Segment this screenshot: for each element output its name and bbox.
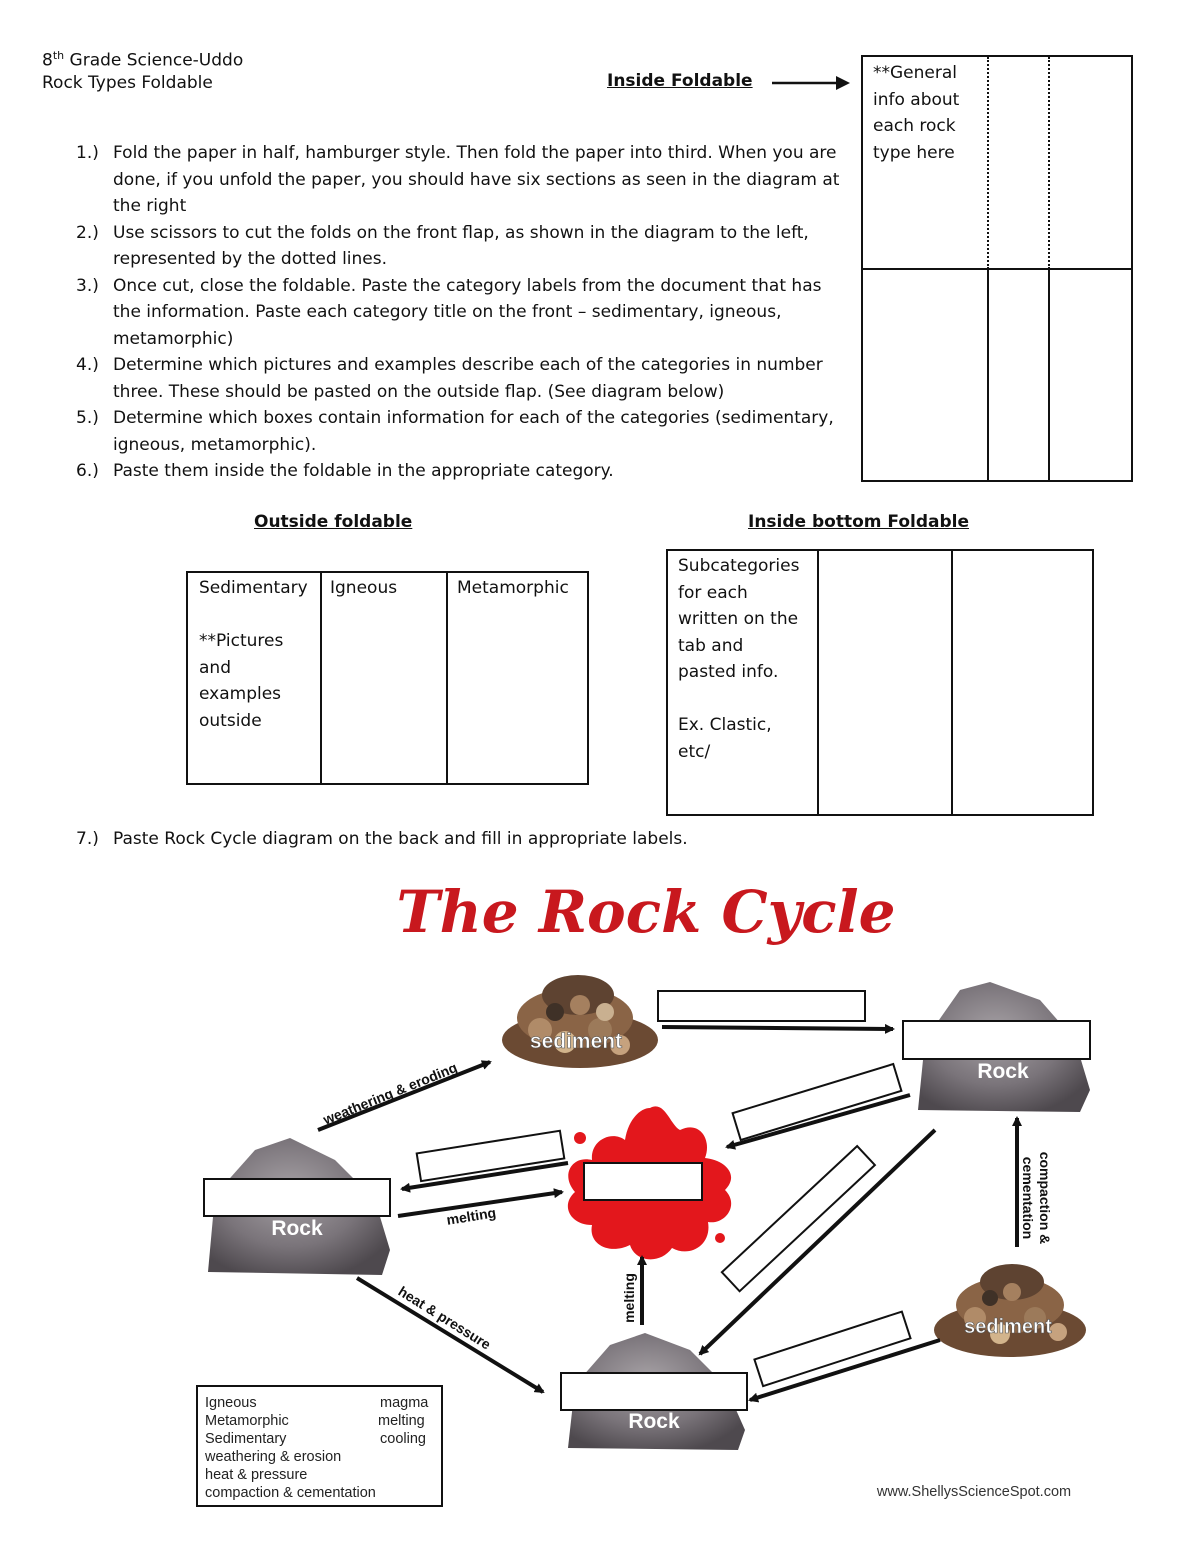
subcategories-note: Subcategories for each written on the tab and pasted info. Ex. Clastic, etc/ <box>678 556 800 762</box>
word-bank-item: magma <box>380 1395 429 1411</box>
instruction-list <box>70 140 850 485</box>
word-bank-item: compaction & cementation <box>205 1485 376 1501</box>
page-title: Rock Types Foldable <box>42 73 213 93</box>
instruction-step: 1.) Fold the paper in half, hamburger style. Then fold the paper into third. When you are done, if you unfold the paper, you should have six sections as seen in the diagram at the right <box>76 143 840 216</box>
word-bank-item: Metamorphic <box>205 1413 289 1429</box>
fold-line <box>987 268 989 480</box>
sediment-label-top: sediment <box>529 1030 623 1053</box>
rock-label: Rock <box>977 1060 1029 1083</box>
sediment-pile-bottom <box>934 1264 1086 1357</box>
word-bank-item: weathering & erosion <box>205 1449 342 1465</box>
rock-top-right <box>903 982 1090 1112</box>
word-bank-item: melting <box>378 1413 425 1429</box>
general-info-note: **General info about each rock type here <box>873 63 960 163</box>
pointer-arrow <box>770 72 852 94</box>
grade-superscript: th <box>52 49 65 62</box>
sediment-pile-top <box>502 975 658 1068</box>
word-bank <box>197 1386 442 1506</box>
word-bank-item: Sedimentary <box>205 1431 287 1447</box>
word-bank-item: heat & pressure <box>205 1467 308 1483</box>
grade-number: 8 <box>42 50 53 71</box>
weathering-label: weathering & eroding <box>320 1059 460 1128</box>
instruction-step: 3.) Once cut, close the foldable. Paste the category labels from the document that has the information. Paste each category title on the front – sedimentary, igneous, metamorphic) <box>76 275 822 349</box>
cut-line <box>987 57 989 269</box>
label-blank-box[interactable] <box>584 1163 702 1200</box>
fold-line <box>1048 268 1050 480</box>
inside-bottom-heading: Inside bottom Foldable <box>748 512 969 532</box>
instruction-step: 4.) Determine which pictures and examples describe each of the categories in number three. These should be pasted on the outside flap. (See diagram below) <box>76 355 823 402</box>
label-blank-box[interactable] <box>903 1021 1090 1059</box>
igneous-cell: Igneous <box>330 578 398 598</box>
arrow-label-box[interactable] <box>658 991 865 1021</box>
word-bank-item: cooling <box>380 1431 426 1447</box>
magma-splat <box>568 1106 731 1259</box>
arrow-label-box[interactable] <box>733 1064 902 1140</box>
inside-foldable-diagram <box>861 55 1133 482</box>
label-blank-box[interactable] <box>204 1179 390 1216</box>
cut-line <box>1048 57 1050 269</box>
instruction-step: 5.) Determine which boxes contain information for each of the categories (sedimentary, igneous, metamorphic). <box>76 408 834 455</box>
course-name: Grade Science-Uddo <box>69 50 244 71</box>
heat-pressure-label: heat & pressure <box>395 1282 494 1353</box>
rock-cycle-title: The Rock Cycle <box>396 878 896 946</box>
compaction-label-line1: compaction & <box>1037 1151 1053 1245</box>
inside-bottom-table <box>666 549 1094 816</box>
melting-label: melting <box>445 1204 498 1228</box>
compaction-label-line2: cementation <box>1020 1156 1036 1240</box>
label-blank-box[interactable] <box>561 1373 747 1410</box>
credit-text: www.ShellysScienceSpot.com <box>876 1484 1072 1500</box>
word-bank-item: Igneous <box>205 1395 257 1411</box>
sedimentary-cell: Sedimentary **Pictures and examples outside <box>199 578 308 731</box>
instruction-step: 2.) Use scissors to cut the folds on the front flap, as shown in the diagram to the left, represented by the dotted lines. <box>76 222 809 269</box>
outside-foldable-heading: Outside foldable <box>254 512 413 532</box>
melting-vertical-label: melting <box>621 1273 637 1323</box>
rock-bottom <box>561 1333 747 1450</box>
sediment-label-bottom: sediment <box>964 1316 1052 1338</box>
fold-line <box>863 268 1131 270</box>
inside-foldable-label: Inside Foldable <box>607 71 753 91</box>
rock-label: Rock <box>271 1217 323 1240</box>
rock-label: Rock <box>628 1410 680 1433</box>
metamorphic-cell: Metamorphic <box>457 578 569 598</box>
arrow-label-box[interactable] <box>722 1146 875 1291</box>
outside-foldable-table <box>186 571 589 785</box>
rock-left <box>204 1138 390 1275</box>
instruction-step: 6.) Paste them inside the foldable in the appropriate category. <box>76 461 614 481</box>
rock-cycle-diagram <box>0 860 1200 1540</box>
